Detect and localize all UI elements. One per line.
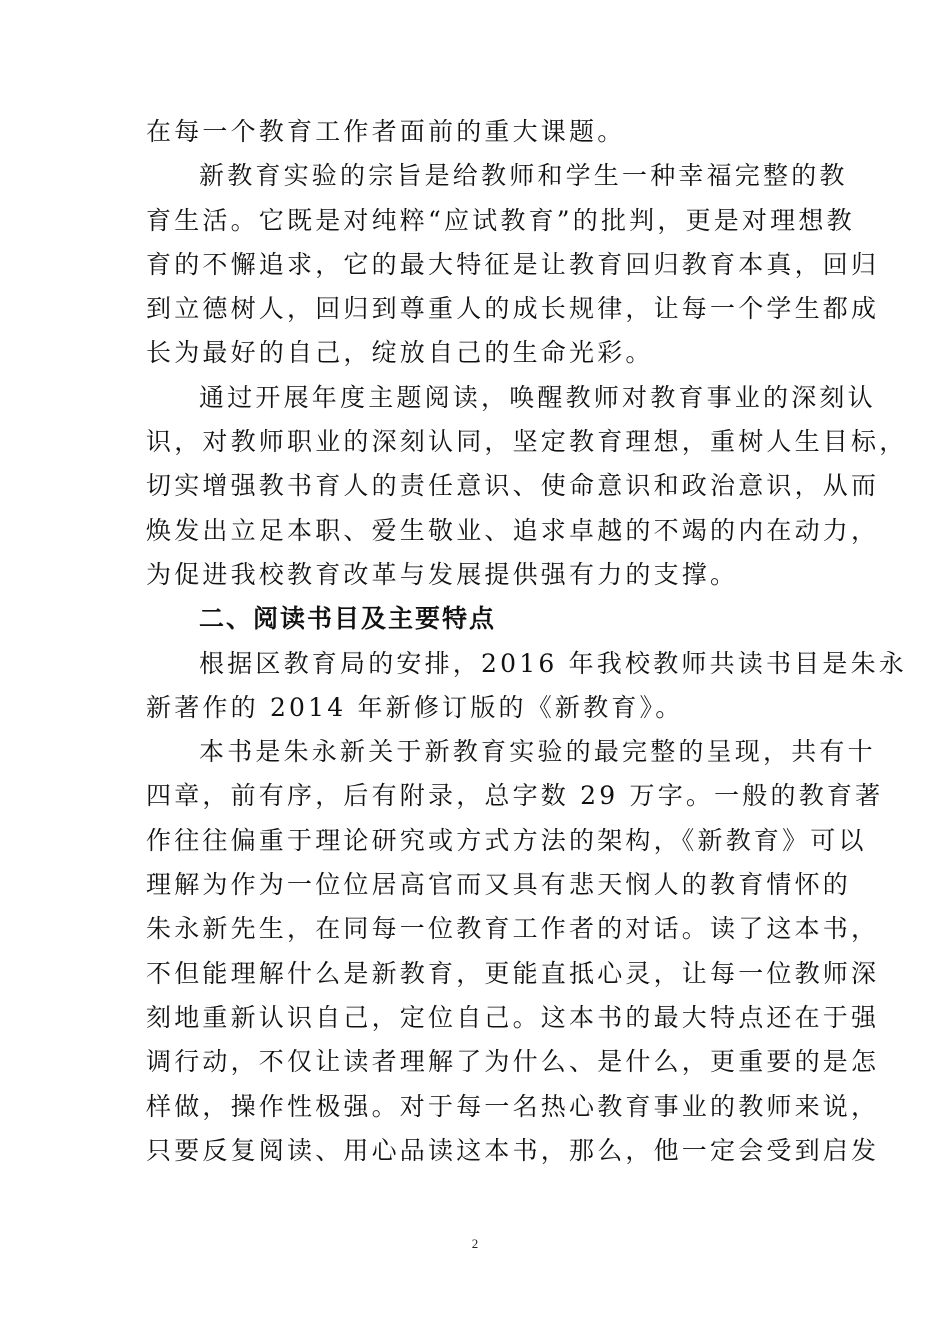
- page-number: 2: [471, 1236, 479, 1251]
- text-line: 焕发出立足本职、爱生敬业、追求卓越的不竭的内在动力，: [146, 515, 880, 545]
- text-line: 根据区教育局的安排，2016 年我校教师共读书目是朱永: [199, 648, 907, 678]
- text-line: 识，对教师职业的深刻认同，坚定教育理想，重树人生目标，: [146, 427, 908, 457]
- text-line: 不但能理解什么是新教育，更能直抵心灵，让每一位教师深: [146, 958, 880, 988]
- text-line: 为促进我校教育改革与发展提供强有力的支撑。: [146, 559, 739, 589]
- text-line: 本书是朱永新关于新教育实验的最完整的呈现，共有十: [199, 737, 876, 767]
- text-line: 新著作的 2014 年新修订版的《新教育》。: [146, 692, 684, 722]
- text-line: 到立德树人，回归到尊重人的成长规律，让每一个学生都成: [146, 294, 880, 324]
- body-text: [146, 110, 908, 1173]
- text-line: 只要反复阅读、用心品读这本书，那么，他一定会受到启发: [146, 1135, 880, 1165]
- text-line: 作往往偏重于理论研究或方式方法的架构，《新教育》可以: [146, 825, 867, 855]
- text-line: 四章，前有序，后有附录，总字数 29 万字。一般的教育著: [146, 781, 884, 811]
- text-line: 理解为作为一位位居高官而又具有悲天悯人的教育情怀的: [146, 870, 852, 900]
- text-line: 调行动，不仅让读者理解了为什么、是什么，更重要的是怎: [146, 1047, 880, 1077]
- text-line: 长为最好的自己，绽放自己的生命光彩。: [146, 338, 654, 368]
- text-line: 样做，操作性极强。对于每一名热心教育事业的教师来说，: [146, 1091, 880, 1121]
- section-heading: 二、阅读书目及主要特点: [199, 604, 497, 634]
- text-line: 育生活。它既是对纯粹“应试教育”的批判，更是对理想教: [146, 205, 855, 235]
- text-line: 刻地重新认识自己，定位自己。这本书的最大特点还在于强: [146, 1002, 880, 1032]
- text-line: 通过开展年度主题阅读，唤醒教师对教育事业的深刻认: [199, 382, 876, 412]
- text-line: 在每一个教育工作者面前的重大课题。: [146, 117, 626, 146]
- text-line: 切实增强教书育人的责任意识、使命意识和政治意识，从而: [146, 471, 880, 501]
- text-line: 新教育实验的宗旨是给教师和学生一种幸福完整的教: [199, 161, 848, 191]
- text-line: 朱永新先生，在同每一位教育工作者的对话。读了这本书，: [146, 914, 880, 944]
- text-line: 育的不懈追求，它的最大特征是让教育回归教育本真，回归: [146, 249, 880, 279]
